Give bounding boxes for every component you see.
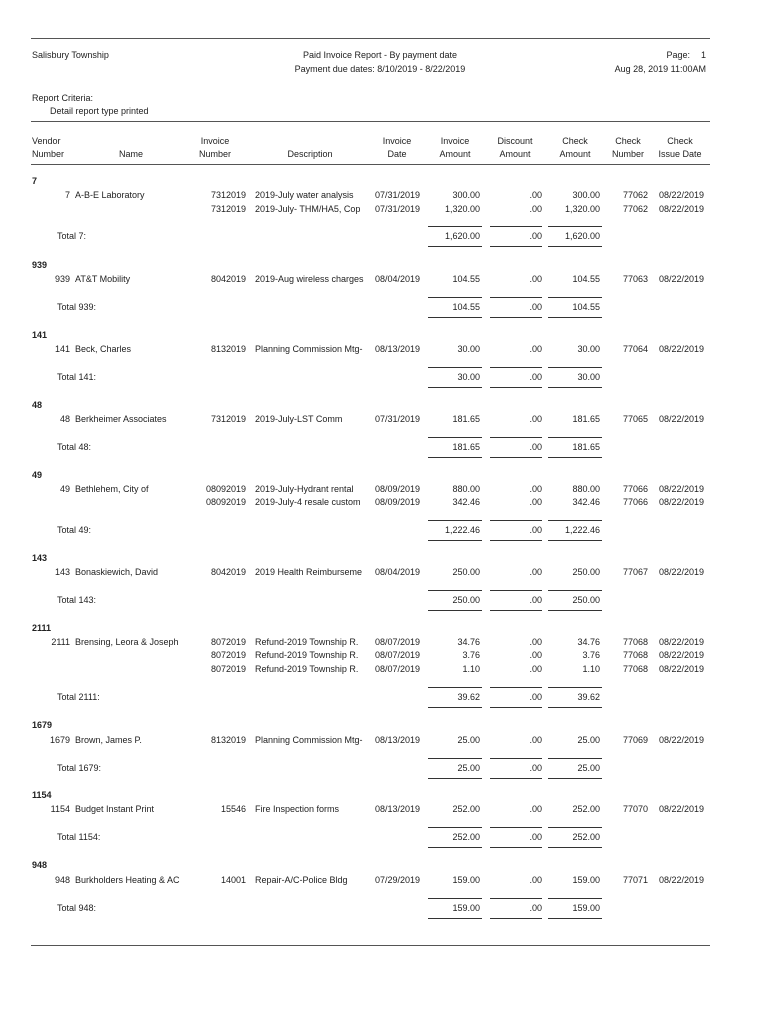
col-discount-amount-line2: Amount xyxy=(499,149,531,159)
invoice-date: 08/04/2019 xyxy=(374,274,420,284)
total-invoice-amount: 104.55 xyxy=(452,302,480,312)
description: 2019-July-4 resale custom xyxy=(255,497,361,507)
invoice-amount: 1,320.00 xyxy=(444,204,480,214)
total-rule xyxy=(490,226,542,227)
total-rule xyxy=(428,520,482,521)
header-rule xyxy=(31,121,710,122)
invoice-number: 8072019 xyxy=(210,650,246,660)
invoice-amount: 300.00 xyxy=(452,190,480,200)
col-check-number-line2: Number xyxy=(611,149,644,159)
total-invoice-amount: 159.00 xyxy=(452,903,480,913)
description: 2019-July- THM/HA5, Cop xyxy=(255,204,361,214)
total-rule xyxy=(548,758,602,759)
check-amount: 3.76 xyxy=(582,650,600,660)
invoice-amount: 880.00 xyxy=(452,484,480,494)
total-rule xyxy=(490,707,542,708)
vendor-name: Bonaskiewich, David xyxy=(75,567,159,577)
check-issue-date: 08/22/2019 xyxy=(658,804,704,814)
invoice-number: 8042019 xyxy=(210,567,246,577)
total-rule xyxy=(548,590,602,591)
criteria-detail: Detail report type printed xyxy=(50,106,149,116)
check-amount: 880.00 xyxy=(572,484,600,494)
invoice-amount: 1.10 xyxy=(462,664,480,674)
check-amount: 159.00 xyxy=(572,875,600,885)
total-rule xyxy=(490,457,542,458)
vendor-group-id: 141 xyxy=(32,330,48,340)
col-vendor-number-line2: Number xyxy=(32,149,65,159)
invoice-date: 08/13/2019 xyxy=(374,804,420,814)
check-amount: 1,320.00 xyxy=(564,204,600,214)
total-label: Total 49: xyxy=(57,525,92,535)
invoice-date: 08/13/2019 xyxy=(374,344,420,354)
check-number: 77070 xyxy=(622,804,648,814)
invoice-number: 7312019 xyxy=(210,414,246,424)
vendor-number: 948 xyxy=(54,875,70,885)
col-invoice-amount-line2: Amount xyxy=(439,149,471,159)
col-invoice-number xyxy=(190,135,240,161)
description: 2019-Aug wireless charges xyxy=(255,274,364,284)
check-issue-date: 08/22/2019 xyxy=(658,344,704,354)
total-discount-amount: .00 xyxy=(529,442,542,452)
check-number: 77066 xyxy=(622,484,648,494)
total-rule xyxy=(548,610,602,611)
total-check-amount: 250.00 xyxy=(572,595,600,605)
invoice-date: 07/31/2019 xyxy=(374,190,420,200)
invoice-number: 14001 xyxy=(220,875,246,885)
col-invoice-amount xyxy=(430,135,480,161)
total-rule xyxy=(428,827,482,828)
total-check-amount: 30.00 xyxy=(577,372,600,382)
total-invoice-amount: 30.00 xyxy=(457,372,480,382)
total-rule xyxy=(428,457,482,458)
total-rule xyxy=(490,827,542,828)
total-invoice-amount: 1,222.46 xyxy=(444,525,480,535)
col-check-amount-line1: Check xyxy=(562,136,588,146)
vendor-name: Budget Instant Print xyxy=(75,804,155,814)
discount-amount: .00 xyxy=(529,344,542,354)
total-rule xyxy=(428,610,482,611)
invoice-amount: 181.65 xyxy=(452,414,480,424)
vendor-number: 1679 xyxy=(49,735,70,745)
check-number: 77068 xyxy=(622,664,648,674)
vendor-number: 2111 xyxy=(51,637,70,647)
total-rule xyxy=(428,317,482,318)
total-discount-amount: .00 xyxy=(529,763,542,773)
total-discount-amount: .00 xyxy=(529,372,542,382)
total-check-amount: 39.62 xyxy=(577,692,600,702)
invoice-amount: 30.00 xyxy=(457,344,480,354)
total-rule xyxy=(428,367,482,368)
discount-amount: .00 xyxy=(529,664,542,674)
check-number: 77064 xyxy=(622,344,648,354)
check-amount: 250.00 xyxy=(572,567,600,577)
invoice-amount: 342.46 xyxy=(452,497,480,507)
check-amount: 300.00 xyxy=(572,190,600,200)
total-check-amount: 1,222.46 xyxy=(564,525,600,535)
description: Refund-2019 Township R. xyxy=(255,650,359,660)
col-vendor-number-line1: Vendor xyxy=(32,136,61,146)
total-rule xyxy=(428,758,482,759)
col-check-issue-date-line1: Check xyxy=(667,136,693,146)
total-label: Total 948: xyxy=(57,903,97,913)
check-issue-date: 08/22/2019 xyxy=(658,735,704,745)
invoice-date: 08/07/2019 xyxy=(374,637,420,647)
bottom-rule xyxy=(31,945,710,946)
invoice-date: 07/31/2019 xyxy=(374,204,420,214)
col-name: Name xyxy=(118,149,143,159)
total-rule xyxy=(548,387,602,388)
check-issue-date: 08/22/2019 xyxy=(658,567,704,577)
invoice-number: 8072019 xyxy=(210,637,246,647)
total-discount-amount: .00 xyxy=(529,692,542,702)
total-rule xyxy=(548,317,602,318)
check-amount: 1.10 xyxy=(582,664,600,674)
description: 2019 Health Reimburseme xyxy=(255,567,363,577)
total-rule xyxy=(548,827,602,828)
vendor-number: 1154 xyxy=(50,804,70,814)
vendor-group-id: 1154 xyxy=(32,790,52,800)
invoice-date: 08/13/2019 xyxy=(374,735,420,745)
total-label: Total 141: xyxy=(57,372,97,382)
vendor-name: Burkholders Heating & AC xyxy=(75,875,180,885)
col-invoice-date xyxy=(372,135,422,161)
invoice-amount: 252.00 xyxy=(452,804,480,814)
col-invoice-date-line2: Date xyxy=(387,149,407,159)
total-rule xyxy=(428,226,482,227)
total-rule xyxy=(428,297,482,298)
total-label: Total 939: xyxy=(57,302,97,312)
invoice-date: 07/29/2019 xyxy=(374,875,420,885)
invoice-number: 7312019 xyxy=(210,190,246,200)
total-invoice-amount: 181.65 xyxy=(452,442,480,452)
vendor-name: Beck, Charles xyxy=(75,344,132,354)
total-discount-amount: .00 xyxy=(529,903,542,913)
report-title: Paid Invoice Report - By payment date xyxy=(302,50,458,60)
total-rule xyxy=(490,540,542,541)
invoice-number: 08092019 xyxy=(205,484,246,494)
invoice-amount: 159.00 xyxy=(452,875,480,885)
vendor-group-id: 143 xyxy=(32,553,48,563)
total-rule xyxy=(548,457,602,458)
discount-amount: .00 xyxy=(529,567,542,577)
run-date: Aug 28, 2019 11:00AM xyxy=(614,64,706,74)
total-discount-amount: .00 xyxy=(529,595,542,605)
total-check-amount: 252.00 xyxy=(572,832,600,842)
vendor-name: Brensing, Leora & Joseph xyxy=(75,637,179,647)
invoice-date: 08/04/2019 xyxy=(374,567,420,577)
company-name: Salisbury Township xyxy=(32,50,109,60)
total-discount-amount: .00 xyxy=(529,832,542,842)
total-rule xyxy=(490,778,542,779)
check-amount: 104.55 xyxy=(572,274,600,284)
total-check-amount: 181.65 xyxy=(572,442,600,452)
col-invoice-number-line1: Invoice xyxy=(200,136,230,146)
vendor-group-id: 7 xyxy=(32,176,38,186)
total-label: Total 7: xyxy=(57,231,87,241)
total-rule xyxy=(490,387,542,388)
check-amount: 25.00 xyxy=(577,735,600,745)
description: Planning Commission Mtg- xyxy=(255,344,363,354)
col-invoice-date-line1: Invoice xyxy=(382,136,412,146)
total-rule xyxy=(428,707,482,708)
total-rule xyxy=(548,778,602,779)
check-number: 77065 xyxy=(622,414,648,424)
discount-amount: .00 xyxy=(529,414,542,424)
total-rule xyxy=(428,778,482,779)
vendor-group-id: 2111 xyxy=(32,623,52,633)
total-invoice-amount: 39.62 xyxy=(457,692,480,702)
description: 2019-July-Hydrant rental xyxy=(255,484,354,494)
total-rule xyxy=(490,610,542,611)
vendor-group-id: 49 xyxy=(32,470,43,480)
check-number: 77071 xyxy=(622,875,648,885)
invoice-amount: 104.55 xyxy=(452,274,480,284)
top-rule xyxy=(31,38,710,39)
discount-amount: .00 xyxy=(529,804,542,814)
check-amount: 252.00 xyxy=(572,804,600,814)
total-rule xyxy=(490,590,542,591)
col-discount-amount-line1: Discount xyxy=(497,136,533,146)
invoice-number: 08092019 xyxy=(205,497,246,507)
vendor-name: Bethlehem, City of xyxy=(75,484,149,494)
total-label: Total 143: xyxy=(57,595,97,605)
invoice-date: 08/07/2019 xyxy=(374,650,420,660)
check-issue-date: 08/22/2019 xyxy=(658,637,704,647)
total-check-amount: 104.55 xyxy=(572,302,600,312)
total-check-amount: 25.00 xyxy=(577,763,600,773)
discount-amount: .00 xyxy=(529,497,542,507)
description: Fire Inspection forms xyxy=(255,804,340,814)
invoice-number: 8132019 xyxy=(210,735,246,745)
check-number: 77066 xyxy=(622,497,648,507)
description: Repair-A/C-Police Bldg xyxy=(255,875,348,885)
vendor-number: 143 xyxy=(54,567,70,577)
total-rule xyxy=(428,898,482,899)
total-label: Total 1679: xyxy=(57,763,102,773)
total-rule xyxy=(548,687,602,688)
check-amount: 181.65 xyxy=(572,414,600,424)
total-rule xyxy=(490,520,542,521)
total-rule xyxy=(428,918,482,919)
total-rule xyxy=(490,246,542,247)
total-rule xyxy=(548,918,602,919)
check-amount: 30.00 xyxy=(577,344,600,354)
page-number: 1 xyxy=(700,50,706,60)
col-check-amount xyxy=(550,135,600,161)
total-rule xyxy=(548,437,602,438)
total-rule xyxy=(490,297,542,298)
total-rule xyxy=(490,367,542,368)
col-check-number xyxy=(608,135,648,161)
check-number: 77062 xyxy=(622,204,648,214)
total-rule xyxy=(490,847,542,848)
check-number: 77062 xyxy=(622,190,648,200)
check-issue-date: 08/22/2019 xyxy=(658,497,704,507)
vendor-group-id: 948 xyxy=(32,860,48,870)
description: 2019-July-LST Comm xyxy=(255,414,343,424)
col-discount-amount xyxy=(490,135,540,161)
total-rule xyxy=(428,246,482,247)
vendor-number: 141 xyxy=(54,344,70,354)
invoice-amount: 3.76 xyxy=(462,650,480,660)
description: Planning Commission Mtg- xyxy=(255,735,363,745)
total-rule xyxy=(548,520,602,521)
discount-amount: .00 xyxy=(529,875,542,885)
vendor-group-id: 939 xyxy=(32,260,48,270)
columns-rule xyxy=(31,164,710,165)
vendor-number: 48 xyxy=(59,414,70,424)
total-rule xyxy=(548,898,602,899)
total-invoice-amount: 252.00 xyxy=(452,832,480,842)
total-rule xyxy=(428,687,482,688)
check-issue-date: 08/22/2019 xyxy=(658,190,704,200)
vendor-group-id: 48 xyxy=(32,400,43,410)
total-invoice-amount: 25.00 xyxy=(457,763,480,773)
total-rule xyxy=(428,540,482,541)
check-issue-date: 08/22/2019 xyxy=(658,274,704,284)
col-check-issue-date-line2: Issue Date xyxy=(658,149,702,159)
total-rule xyxy=(428,437,482,438)
vendor-number: 939 xyxy=(54,274,70,284)
total-rule xyxy=(490,687,542,688)
total-rule xyxy=(428,847,482,848)
check-number: 77068 xyxy=(622,650,648,660)
discount-amount: .00 xyxy=(529,484,542,494)
check-number: 77067 xyxy=(622,567,648,577)
invoice-amount: 34.76 xyxy=(457,637,480,647)
vendor-name: Berkheimer Associates xyxy=(75,414,167,424)
vendor-number: 7 xyxy=(64,190,70,200)
invoice-number: 7312019 xyxy=(210,204,246,214)
vendor-name: A-B-E Laboratory xyxy=(75,190,145,200)
invoice-amount: 25.00 xyxy=(457,735,480,745)
col-vendor-number xyxy=(32,135,68,161)
total-invoice-amount: 1,620.00 xyxy=(444,231,480,241)
invoice-number: 15546 xyxy=(220,804,246,814)
description: 2019-July water analysis xyxy=(255,190,354,200)
discount-amount: .00 xyxy=(529,190,542,200)
invoice-number: 8072019 xyxy=(210,664,246,674)
discount-amount: .00 xyxy=(529,735,542,745)
invoice-number: 8042019 xyxy=(210,274,246,284)
total-label: Total 1154: xyxy=(57,832,101,842)
col-description: Description xyxy=(287,149,333,159)
total-invoice-amount: 250.00 xyxy=(452,595,480,605)
total-rule xyxy=(428,387,482,388)
description: Refund-2019 Township R. xyxy=(255,637,359,647)
invoice-date: 08/09/2019 xyxy=(374,497,420,507)
total-rule xyxy=(490,758,542,759)
check-amount: 34.76 xyxy=(577,637,600,647)
total-rule xyxy=(548,540,602,541)
description: Refund-2019 Township R. xyxy=(255,664,359,674)
discount-amount: .00 xyxy=(529,204,542,214)
col-check-number-line1: Check xyxy=(615,136,641,146)
total-rule xyxy=(548,246,602,247)
total-label: Total 48: xyxy=(57,442,92,452)
total-rule xyxy=(548,226,602,227)
invoice-date: 08/09/2019 xyxy=(374,484,420,494)
check-issue-date: 08/22/2019 xyxy=(658,664,704,674)
total-check-amount: 159.00 xyxy=(572,903,600,913)
total-discount-amount: .00 xyxy=(529,231,542,241)
col-check-issue-date xyxy=(655,135,705,161)
total-rule xyxy=(490,437,542,438)
invoice-amount: 250.00 xyxy=(452,567,480,577)
total-rule xyxy=(490,898,542,899)
criteria-title: Report Criteria: xyxy=(32,93,94,103)
total-discount-amount: .00 xyxy=(529,525,542,535)
check-issue-date: 08/22/2019 xyxy=(658,204,704,214)
invoice-date: 07/31/2019 xyxy=(374,414,420,424)
total-rule xyxy=(490,317,542,318)
vendor-number: 49 xyxy=(59,484,70,494)
date-range: Payment due dates: 8/10/2019 - 8/22/2019 xyxy=(294,64,466,74)
total-rule xyxy=(548,707,602,708)
check-issue-date: 08/22/2019 xyxy=(658,414,704,424)
check-issue-date: 08/22/2019 xyxy=(658,484,704,494)
total-check-amount: 1,620.00 xyxy=(564,231,600,241)
check-amount: 342.46 xyxy=(572,497,600,507)
invoice-number: 8132019 xyxy=(210,344,246,354)
invoice-date: 08/07/2019 xyxy=(374,664,420,674)
vendor-name: AT&T Mobility xyxy=(75,274,131,284)
vendor-group-id: 1679 xyxy=(32,720,53,730)
col-invoice-number-line2: Number xyxy=(198,149,231,159)
discount-amount: .00 xyxy=(529,637,542,647)
total-rule xyxy=(548,367,602,368)
page-label: Page: xyxy=(666,50,690,60)
total-rule xyxy=(428,590,482,591)
col-check-amount-line2: Amount xyxy=(559,149,591,159)
check-number: 77068 xyxy=(622,637,648,647)
col-invoice-amount-line1: Invoice xyxy=(440,136,470,146)
total-rule xyxy=(548,297,602,298)
total-label: Total 2111: xyxy=(57,692,100,702)
total-rule xyxy=(548,847,602,848)
check-issue-date: 08/22/2019 xyxy=(658,650,704,660)
check-number: 77063 xyxy=(622,274,648,284)
check-issue-date: 08/22/2019 xyxy=(658,875,704,885)
total-rule xyxy=(490,918,542,919)
vendor-name: Brown, James P. xyxy=(75,735,142,745)
check-number: 77069 xyxy=(622,735,648,745)
discount-amount: .00 xyxy=(529,274,542,284)
discount-amount: .00 xyxy=(529,650,542,660)
total-discount-amount: .00 xyxy=(529,302,542,312)
